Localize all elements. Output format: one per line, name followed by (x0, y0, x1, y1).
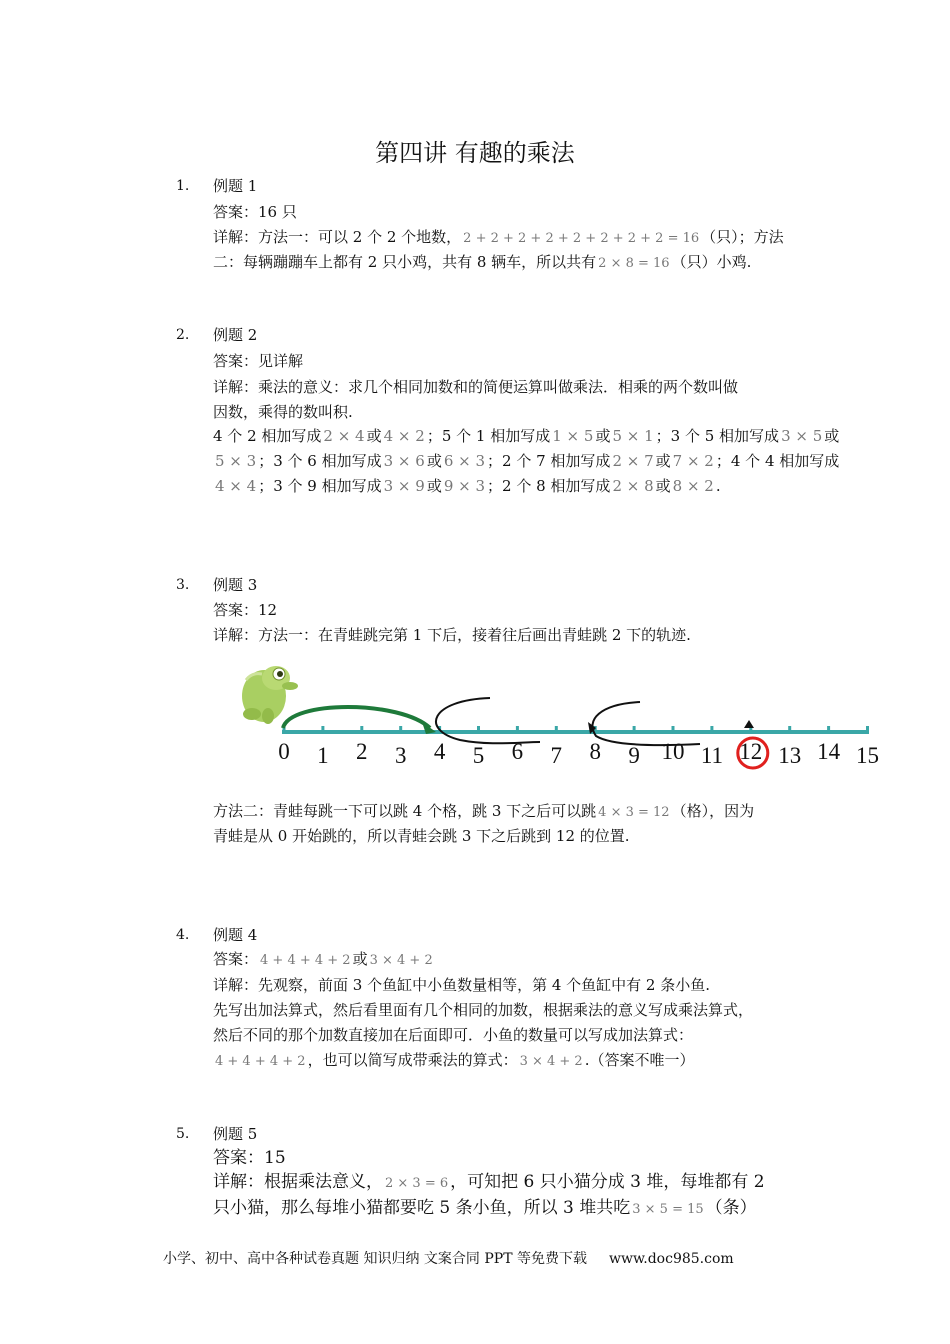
tick-label-7: 7 (550, 743, 563, 768)
q2-r2-t2: ；2 个 7 相加写成 (487, 452, 611, 470)
q2-detail-line2: 因数，乘得的数叫积. (213, 403, 353, 421)
q3-method2-line2: 青蛙是从 0 开始跳的，所以青蛙会跳 3 下之后跳到 12 的位置. (213, 827, 630, 845)
q1-l2-post: （只）小鸡. (671, 253, 752, 271)
q3-answer: 答案：12 (213, 601, 278, 619)
q2-r2-t4: ；4 个 4 相加写成 (715, 452, 840, 470)
q5-answer: 答案：15 (213, 1148, 286, 1168)
q4-l4-post: .（答案不唯一） (584, 1051, 695, 1069)
tick-label-10: 10 (661, 739, 685, 764)
q2-r1-t5: 或 (824, 427, 840, 445)
q2-row-1 (213, 426, 839, 446)
q2-r3-t3: 或 (655, 477, 671, 495)
q2-r3-m2: 9 × 3 (443, 477, 486, 495)
q5-heading: 例题 5 (213, 1125, 258, 1143)
q2-r3-m1: 3 × 9 (383, 477, 425, 495)
q2-r1-t0: 4 个 2 相加写成 (213, 427, 322, 445)
frog-icon (242, 666, 298, 724)
tick-label-1: 1 (317, 743, 329, 768)
q3-m2-pre: 方法二：青蛙每跳一下可以跳 4 个格，跳 3 下之后可以跳 (213, 802, 597, 820)
number-line-figure (0, 650, 950, 780)
q2-r3-m3: 2 × 8 (612, 477, 654, 495)
q4-detail-line4 (213, 1050, 695, 1072)
q5-number: 5. (176, 1126, 190, 1142)
tick-label-13: 13 (778, 743, 802, 768)
q3-m2-math: 4 × 3 = 12 (598, 805, 670, 820)
q2-r1-t2: ；5 个 1 相加写成 (426, 427, 551, 445)
q5-l1-post: ，可知把 6 只小猫分成 3 堆，每堆都有 2 (450, 1172, 765, 1192)
q1-l2-math: 2 × 8 = 16 (598, 256, 670, 271)
q2-r1-m0: 2 × 4 (323, 427, 365, 445)
q4-detail-line1: 详解：先观察，前面 3 个鱼缸中小鱼数量相等，第 4 个鱼缸中有 2 条小鱼. (213, 976, 711, 994)
q4-heading: 例题 4 (213, 926, 258, 944)
q1-detail-line2 (213, 252, 751, 274)
tick-label-12: 12 (739, 739, 763, 764)
q5-l2-post: （条） (705, 1198, 757, 1218)
q2-r1-m1: 4 × 2 (383, 427, 425, 445)
q2-r3-m4: 8 × 2 (672, 477, 714, 495)
q2-r1-m2: 1 × 5 (552, 427, 594, 445)
q2-r2-m4: 7 × 2 (672, 452, 714, 470)
q3-method2-line1 (213, 801, 754, 823)
q2-r2-t0: ；3 个 6 相加写成 (258, 452, 382, 470)
q5-detail-line2 (213, 1198, 757, 1220)
q2-r2-m2: 6 × 3 (443, 452, 486, 470)
tick-label-11: 11 (700, 743, 723, 768)
tick-label-6: 6 (511, 739, 524, 764)
q4-detail-line3: 然后不同的那个加数直接加在后面即可．小鱼的数量可以写成加法算式： (213, 1026, 694, 1044)
q1-detail-line1 (213, 227, 784, 249)
q2-r1-m4: 3 × 5 (781, 427, 823, 445)
q4-l4-math2: 3 × 4 + 2 (519, 1054, 583, 1069)
q4-ans-math2: 3 × 4 + 2 (369, 953, 433, 968)
q1-l2-pre: 二：每辆蹦蹦车上都有 2 只小鸡，共有 8 辆车，所以共有 (213, 253, 597, 271)
q2-r1-t3: 或 (595, 427, 611, 445)
footer-text: 小学、初中、高中各种试卷真题 知识归纳 文案合同 PPT 等免费下载 (163, 1251, 587, 1267)
q4-number: 4. (176, 927, 190, 943)
tick-label-0: 0 (278, 739, 290, 764)
q5-l2-math: 3 × 5 = 15 (632, 1202, 704, 1217)
q2-r3-t1: 或 (426, 477, 442, 495)
number-line-labels (278, 739, 879, 768)
tick-label-15: 15 (856, 743, 879, 768)
q2-r3-t4: . (715, 477, 721, 495)
footer-url[interactable]: www.doc985.com (608, 1251, 734, 1267)
tick-label-2: 2 (356, 739, 368, 764)
q2-detail-line1: 详解：乘法的意义：求几个相同加数和的简便运算叫做乘法．相乘的两个数叫做 (213, 378, 739, 396)
q2-row-3 (213, 476, 721, 496)
q4-ans-or: 或 (352, 950, 368, 968)
frog-jump-arc (283, 707, 430, 728)
q4-l4-math1: 4 + 4 + 4 + 2 (215, 1054, 306, 1069)
q5-l1-math: 2 × 3 = 6 (385, 1176, 449, 1191)
q3-m2-post: （格），因为 (671, 802, 755, 820)
page-footer (163, 1248, 734, 1268)
tick-label-5: 5 (472, 743, 485, 768)
q2-row-2 (213, 451, 839, 471)
q1-answer: 答案：16 只 (213, 203, 297, 221)
q3-heading: 例题 3 (213, 576, 258, 594)
q2-heading: 例题 2 (213, 326, 258, 344)
q2-r2-m3: 2 × 7 (612, 452, 654, 470)
q2-r3-m0: 4 × 4 (215, 477, 257, 495)
q4-l4-mid: ，也可以简写成带乘法的算式： (307, 1051, 518, 1069)
q1-l1-math: 2 + 2 + 2 + 2 + 2 + 2 + 2 + 2 = 16 (463, 231, 700, 246)
tick-label-14: 14 (817, 739, 841, 764)
tick-label-3: 3 (394, 743, 407, 768)
tick-label-9: 9 (628, 743, 640, 768)
q5-detail-line1 (213, 1172, 765, 1194)
q2-r2-t3: 或 (655, 452, 671, 470)
jump-arc-2 (436, 698, 540, 743)
q1-l1-pre: 详解：方法一：可以 2 个 2 个地数， (213, 228, 462, 246)
frog-landing-marker (744, 720, 754, 728)
q4-answer (213, 949, 435, 971)
q2-r3-t0: ；3 个 9 相加写成 (258, 477, 382, 495)
q2-r1-t4: ；3 个 5 相加写成 (655, 427, 780, 445)
q5-l2-pre: 只小猫，那么每堆小猫都要吃 5 条小鱼，所以 3 堆共吃 (213, 1198, 631, 1218)
tick-label-4: 4 (433, 739, 446, 764)
q4-ans-pre: 答案： (213, 950, 259, 968)
q2-r1-m3: 5 × 1 (612, 427, 654, 445)
q4-detail-line2: 先写出加法算式，然后看里面有几个相同的加数，根据乘法的意义写成乘法算式， (213, 1001, 754, 1019)
page-title: 第四讲 有趣的乘法 (375, 139, 575, 167)
q2-r2-m1: 3 × 6 (383, 452, 425, 470)
q2-r1-t1: 或 (366, 427, 382, 445)
q1-l1-post: （只）；方法 (701, 228, 784, 246)
q2-answer: 答案：见详解 (213, 352, 304, 370)
q2-r2-m0: 5 × 3 (215, 452, 257, 470)
q3-detail-line1: 详解：方法一：在青蛙跳完第 1 下后，接着往后画出青蛙跳 2 下的轨迹. (213, 626, 691, 644)
tick-label-8: 8 (589, 739, 601, 764)
q1-heading: 例题 1 (213, 177, 258, 195)
q2-number: 2. (176, 327, 190, 343)
q1-number: 1. (176, 178, 190, 194)
q2-r3-t2: ；2 个 8 相加写成 (487, 477, 611, 495)
q2-r2-t1: 或 (426, 452, 442, 470)
q5-l1-pre: 详解：根据乘法意义， (213, 1172, 383, 1192)
q3-number: 3. (176, 577, 190, 593)
q4-ans-math1: 4 + 4 + 4 + 2 (260, 953, 351, 968)
